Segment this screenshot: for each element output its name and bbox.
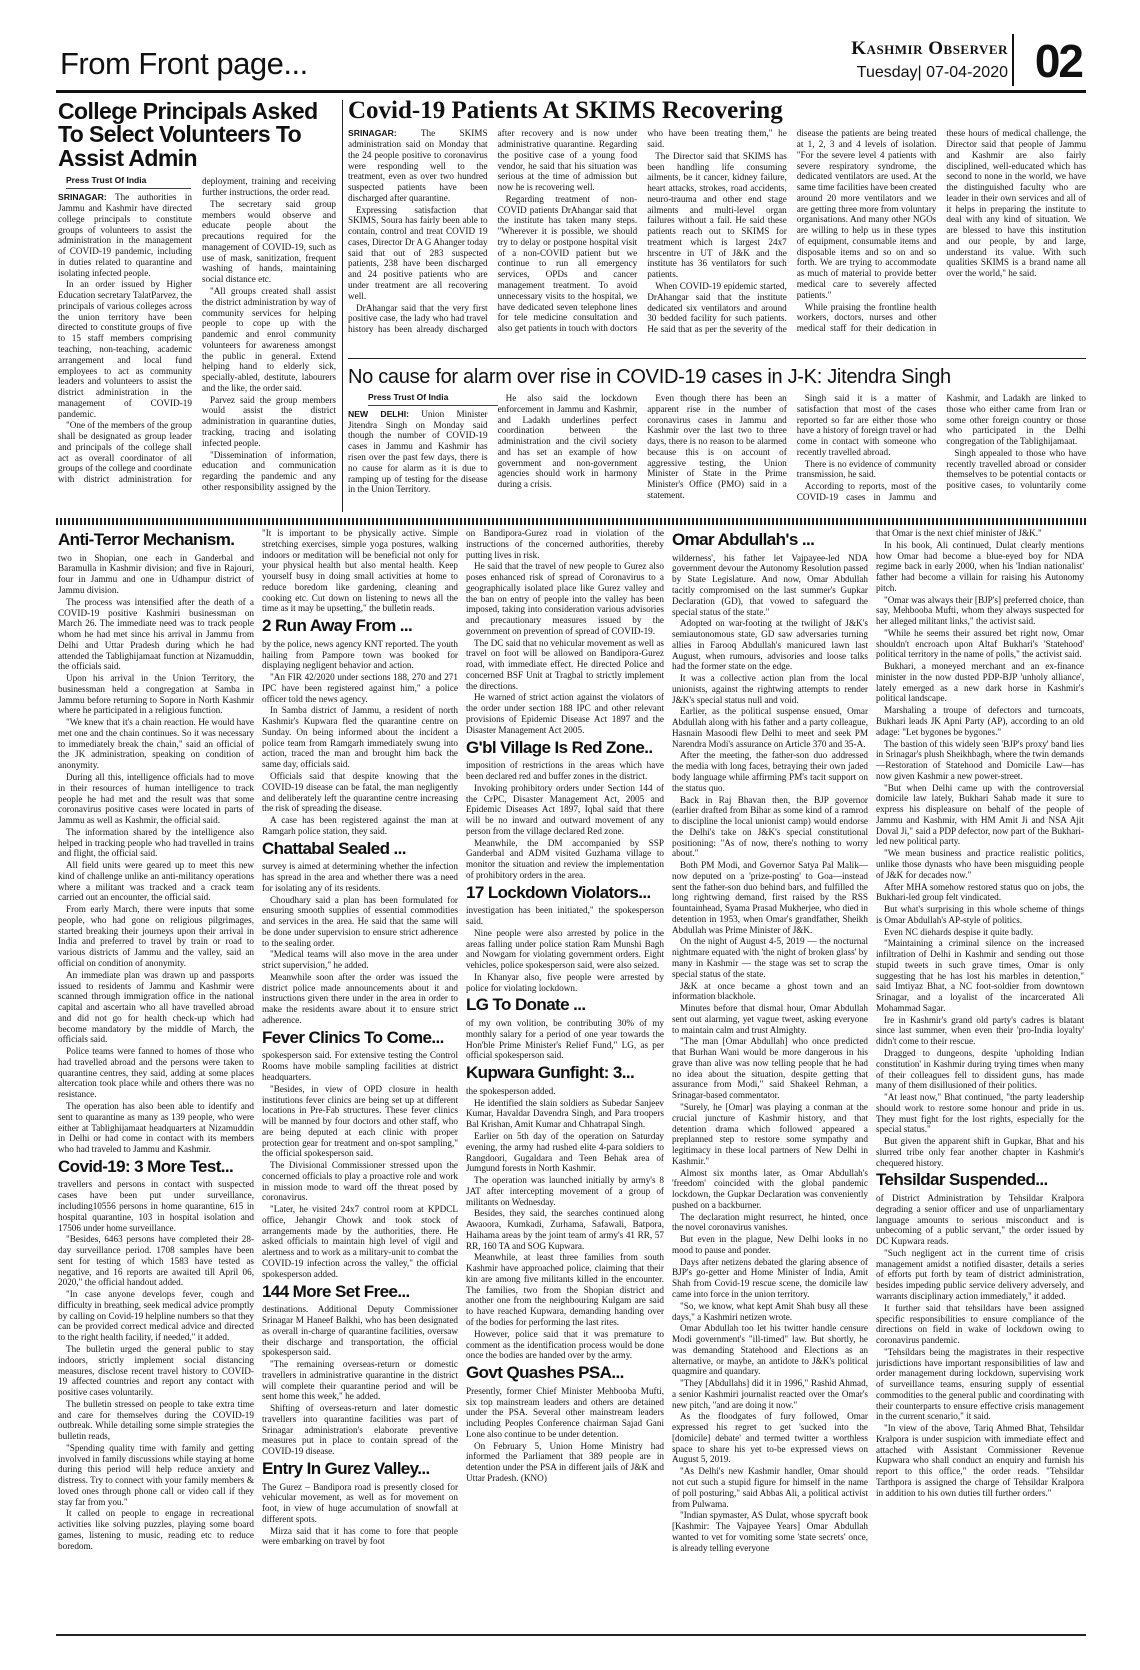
paragraph: Almost six months later, as Omar Abdullah's 'freedom' coincided with the global pandemic lockdown, the Gupkar Declaration was conveniently pushed on a backburner. [672, 1167, 868, 1210]
paragraph: On the night of August 4-5, 2019 — the nocturnal nightmare equated with 'the night of broken glass' by many in Kashmir — the stage was set to scrap the special status of the state. [672, 936, 868, 979]
paragraph: Adopted on war-footing at the twilight of J&K's semiautonomous state, GD saw adversaries turning allies in Farooq Abdullah's manicured lawn last August, when rumours, advisories and loose talks had the former state on the edge. [672, 618, 868, 672]
paragraph-text: There is no evidence of community transmission, he said. [796, 458, 937, 480]
byline: Press Trust Of India [66, 176, 191, 189]
paragraph: Nine people were also arrested by police in the areas falling under police station Ram Munshi Bagh and Nowgam for violating government orders. Eight vehicles, police spokesperson said, were also seized. [466, 927, 664, 971]
paragraph: Days after netizens debated the glaring absence of BJP's go-getter and Home Minister of India, Amit Shah from Covid-19 rescue scene, the domicile law came into force in the union territory. [672, 1256, 868, 1299]
paragraph [202, 286, 336, 394]
paragraph-text: In an order issued by Higher Education secretary TalatParvez, the principals of various colleges across the union territory have been directed to constitute groups of five to 15 staff members comprising teaching, non-teaching, academic arrangement and local fund employees to act as community leaders and volunteers to assist the district administration in the management of COVID-19 pandemic. [58, 279, 192, 419]
paragraph: From early March, there were inputs that some people, who had gone on religious pilgrimages, started breaking their journeys upon their arrival in India and preferred to travel by train or road to various districts of Jammu and the valley, said an official on condition of anonymity. [58, 904, 254, 969]
paragraph: The information shared by the intelligence also helped in tracking people who had travelled in trains and flight, the official said. [58, 826, 254, 859]
paragraph-text: Regarding treatment of non-COVID patients DrAhangar said that the institute has taken many steps. "Wherever it is possible, we should try to delay or postpone hospital visit of a non-COVID patient but we continue to run all emergency services, OPDs and cancer management treatment. To avoid unnecessary visits to the hospital, we have dedicated seven telephone lines for tele medicine consultation and also get patients in touch with doctors who have been treating them," he said. [497, 128, 787, 334]
continued-headline: Fever Clinics To Come... [262, 1027, 444, 1047]
continued-headline: LG To Donate ... [466, 995, 586, 1015]
story-principals [58, 100, 336, 512]
paragraph: During all this, intelligence officials had to move in their resources of human intelligence to track people he had met and the result was that some coronavirus positive cases were located in parts of Jammu as well as Kashmir, the official said. [58, 772, 254, 826]
paragraph: On February 5, Union Home Ministry had informed the Parliament that 389 people are in detention under the PSA in different jails of J&K and Uttar Pradesh. (KNO) [466, 1440, 664, 1483]
continued-headline: Covid-19: 3 More Test... [58, 1156, 234, 1176]
dateline: SRINAGAR: [348, 128, 397, 139]
continued-story [466, 996, 664, 1061]
continued-story [262, 1029, 458, 1280]
continued-story [466, 884, 664, 994]
continuation-column-5 [876, 528, 1084, 1628]
paragraph: Meanwhile, at least three families from south Kashmir have approached police, claiming that their kin are among five militants killed in the encounter. The families, two from the Shopian district and another one from the neighbouring Kulgam are said to have reached Kupwara, demanding handing over of the bodies for performing the last rites. [466, 1252, 664, 1327]
continued-body [466, 905, 664, 993]
paragraph: It further said that tehsildars have been assigned specific responsibilities to ensure compliance of the directions on field in wake of lockdown owing to coronavirus pandemic. [876, 1302, 1084, 1346]
paragraph: But given the apparent shift in Gupkar, Bhat and his slurred tribe only fear another chapter in Kashmir's chequered history. [876, 1136, 1084, 1168]
paragraph: survey is aimed at determining whether the infection has spread in the area and whether there was a need for isolating any of its residents. [262, 861, 458, 893]
continued-body [262, 861, 458, 1025]
masthead-divider [1012, 34, 1014, 86]
newspaper-page [56, 28, 1086, 1648]
continued-story [466, 739, 664, 881]
paragraph: "At least now," Bhat continued, "the party leadership should work to restore some honour and pride in us. They must fight for the lost rights, especially for the special status." [876, 1092, 1084, 1135]
continued-body [262, 528, 458, 614]
continued-body [262, 639, 458, 837]
paragraph: Marshaling a troupe of defectors and turncoats, Bukhari leads JK Apni Party (AP), according to an old adage: "Let bygones be bygones." [876, 705, 1084, 737]
paragraph: "While he seems their assured bet right now, Omar shouldn't encroach upon Altaf Bukhari's 'Statehood' political territory in the name of polls," the activist said. [876, 627, 1084, 660]
continued-story [466, 1064, 664, 1361]
continued-headline: Chattabal Sealed ... [262, 838, 406, 858]
paragraph: The DC said that no vehicular movement as well as travel on foot will be allowed on Bandipora-Gurez road, with immediate effect. He directed Police and concerned BSF Unit at Tragbal to strictly implement the directions. [466, 637, 664, 691]
paragraph: "They [Abdullahs] did it in 1996," Rashid Ahmad, a senior Kashmiri journalist reacted over the Omar's new pitch, "and are doing it now." [672, 1378, 868, 1410]
paragraph: In Samba district of Jammu, a resident of north Kashmir's Kupwara fled the quarantine centre on Sunday. On being informed about the incident a police team from Ramgarh immediately swung into action, traced the man and brought him back the same day, officials said. [262, 705, 458, 770]
paragraph: "The man [Omar Abdullah] who once predicted that Burhan Wani would be more dangerous in his grave than alive was now telling people that he had no idea about the situation, despite getting that assurance from Modi," said Shakeel Rehman, a Srinagar-based commentator. [672, 1036, 868, 1101]
paragraph: Presently, former Chief Minister Mehbooba Mufti, six top mainstream leaders and others are detained under the PSA. Several other mainstream leaders including Peoples Conference chairman Sajad Gani Lone also continue to be under detention. [466, 1385, 664, 1439]
continued-body [262, 1482, 458, 1548]
story-skims [348, 98, 1086, 354]
continued-body [466, 528, 664, 736]
paragraph: "It is important to be physically active. Simple stretching exercises, simple yoga postures, walking indoors or meditation will be beneficial not only for your physical health but also mental health. Keep yourself busy in doing small activities at home to reduce boredom like gardening, cleaning and cooking etc. Cut down on listening to news all the time as it may be upsetting," the bulletin reads. [262, 528, 458, 614]
paragraph-text: The secretary said group members would observe and educate people about the precautions required for the management of COVID-19, such as use of mask, sanitization, frequent washing of hands, maintaining social distance etc. [202, 198, 336, 285]
paragraph-text: "All groups created shall assist the district administration by way of community services for helping people to cope up with the pandemic and enrol community volunteers for awareness amongst the public in general. Extend helping hand to elderly sick, specially-abled, destitute, labourers and the like, the order said. [202, 286, 336, 393]
paragraph: He identified the slain soldiers as Subedar Sanjeev Kumar, Havaldar Davendra Singh, and Para troopers Bal Krishan, Amit Kumar and Chhatrapal Singh. [466, 1097, 664, 1130]
paragraph: "Besides, in view of OPD closure in health institutions fever clinics are being set up at different locations in Pre-Fab structures. These fever clinics will be manned by four doctors and other staff, who are being deputed at each clinic with proper protection gear for treatment and on-spot sampling," the official spokesperson said. [262, 1083, 458, 1159]
continued-headline: Kupwara Gunfight: 3... [466, 1063, 635, 1083]
paragraph: Shifting of overseas-return and later domestic travellers into quarantine facilities was part of Srinagar administration's elaborate preventive measures put in place to contain spread of the COVID-19 disease. [262, 1403, 458, 1457]
paragraph-text: Expressing satisfaction that SKIMS, Soura has fairly been able to contain, control and treat COVID 19 cases, Director Dr A G Ahanger today said that out of 283 suspected patients, 238 have been discharged and 24 positive patients who are under treatment are all recovering well. [348, 204, 488, 301]
continued-body [672, 553, 868, 1554]
continued-headline: Tehsildar Suspended... [876, 1170, 1048, 1190]
paragraph-text: Singh said it is a matter of satisfaction that most of the cases reported so far are either those who have a history of foreign travel or had come in contact with someone who recently travelled abroad. [796, 393, 937, 457]
paragraph: Earlier, as the political suspense ensued, Omar Abdullah along with his father and a party colleague, Hasnain Masoodi flew Delhi to meet and seek PM Narendra Modi's assurance on Article 370 and 35-A. [672, 706, 868, 749]
issue-date: Tuesday| 07-04-2020 [856, 64, 1008, 81]
paragraph: "But when Delhi came up with the controversial domicile law lately, Bukhari Sahab made it sure to express his displeasure on behalf of the people of Jammu and Kashmir, with HM Amit Ji and NSA Ajit Doval Ji," said a PDP defector, now part of the Bukhari-led new political party. [876, 782, 1084, 847]
paragraph: After the meeting, the father-son duo addressed the media with long faces, betraying their own jaded body language while affirming PM's tacit support on the status quo. [672, 750, 868, 793]
paragraph: Earlier on 5th day of the operation on Saturday evening, the army had rushed elite 4-para soldiers to Rangdoori, Gugaldara and Teen Behak area of Jumgund forests in North Kashmir. [466, 1130, 664, 1174]
paragraph [348, 205, 488, 302]
paragraph [58, 192, 192, 278]
paragraph: "Such negligent act in the current time of crisis management amidst a notified disaster, details a series of efforts put forth by team of district administration, besides impeding public service delivery adversely, and warrants disciplinary action immediately," it added. [876, 1247, 1084, 1301]
continuation-column-4 [672, 528, 868, 1628]
story-body [348, 393, 1086, 505]
continued-story [58, 1158, 254, 1552]
continuation-column-1 [58, 528, 254, 1628]
paragraph: The declaration might resurrect, he hinted, once the novel coronavirus vanishes. [672, 1211, 868, 1233]
paragraph: "We mean business and practice realistic politics, unlike those dynasts who have been misguiding people of J&K for decades now." [876, 848, 1084, 880]
continuation-column-2 [262, 528, 458, 1628]
paragraph: The bulletin urged the general public to stay indoors, strictly implement social distancing measures, disclose recent travel history to COVID-19 affected countries and report any contact with positive cases voluntarily. [58, 1343, 254, 1398]
paragraph [348, 128, 488, 203]
paragraph: "Medical teams will also move in the area under strict supervision," he added. [262, 949, 458, 971]
headline: College Principals Asked To Select Volunteers To Assist Admin [58, 100, 318, 171]
paragraph-text: The authorities in Jammu and Kashmir have directed college principals to constitute groups of volunteers to assist the administration in the management of COVID-19 pandemic, including in duties related to quarantine and isolating infected people. [58, 192, 192, 278]
paragraph: of District Administration by Tehsildar Kralpora degrading a senior officer and use of unparliamentary language amounts to serious misconduct and is unbecoming of a public servant," the order issued by DC Kupwara reads. [876, 1193, 1084, 1247]
paragraph: "Omar was always their [BJP's] preferred choice, than say, Mehbooba Mufti, whom they always suspected for her alleged militant links," the activist said. [876, 594, 1084, 627]
dateline: NEW DELHI: [348, 408, 410, 419]
paragraph: However, police said that it was premature to comment as the identification process would be done once the bodies are handed over by the army. [466, 1328, 664, 1361]
hatched-separator [56, 518, 1086, 525]
paragraph: destinations. Additional Deputy Commissioner Srinagar M Haneef Balkhi, who has been designated as overall in-charge of quarantine facilities, oversaw their discharge and transportation, the official spokesperson said. [262, 1304, 458, 1358]
paragraph-text: Even though there has been an apparent rise in the number of coronavirus cases in Jammu and Kashmir over the last two to three days, there is no reason to be alarmed because this is on account of aggressive testing, the Union Minister of State in the Prime Minister's Office (PMO) said in a statement. [647, 393, 787, 500]
paragraph: But even in the plague, New Delhi looks in no mood to pause and ponder. [672, 1234, 868, 1255]
paragraph-text: "Dissemination of information, education and communication regarding the pandemic and any other responsibility assigned by the [202, 449, 336, 492]
paragraph: "Indian spymaster, AS Dulat, whose spycraft book [Kashmir: The Vajpayee Years] Omar Abdullah wanted to vet for vomiting some 'state secrets' once, is already telling everyone [672, 1510, 868, 1553]
continued-story [466, 1364, 664, 1484]
masthead [56, 28, 1086, 88]
paragraph: that Omar is the next chief minister of J&K." [876, 528, 1042, 538]
paragraph: Invoking prohibitory orders under Section 144 of the CrPC, Disaster Management Act, 2005 and Epidemic Diseases Act 1897, Iqbal said that there will be no inward and outward movement of any person from the village declared Red zone. [466, 782, 664, 836]
paragraph: Police teams were fanned to homes of those who had travelled abroad and the persons were taken to quarantine centres, they said, adding at some places altercation took place while and others there was no resistance. [58, 1046, 254, 1100]
paragraph: Officials said that despite knowing that the COVID-19 disease can be fatal, the man negligently and deliberately left the quarantine centre increasing the risk of spreading the disease. [262, 771, 458, 814]
paragraph: investigation has been initiated," the spokesperson said. [466, 905, 664, 927]
continued-body [262, 1304, 458, 1457]
section-rule [348, 358, 1086, 359]
paragraph: The bastion of this widely seen 'BJP's proxy' band lies in Srinagar's plush Sheikhbagh, where the twin demands—Restoration of Statehood and Domicile Law—has now given Kashmir a new power-street. [876, 738, 1084, 781]
paragraph: of my own volition, be contributing 30% of my monthly salary for a period of one year towards the Hon'ble Prime Minister's Relief Fund," LG, as per official spokesperson said. [466, 1018, 664, 1061]
dateline: SRINAGAR: [58, 192, 107, 203]
paragraph: All field units were geared up to meet this new kind of challenge unlike an anti-militancy operations where a militant was tracked and a crack team carried out an encounter, the official said. [58, 860, 254, 903]
paragraph: The bulletin stressed on people to take extra time and care for themselves during the COVID-19 outbreak. While detailing some simple strategies the bulletin reads, [58, 1398, 254, 1442]
paragraph [202, 395, 336, 449]
continued-story [262, 1283, 458, 1457]
continued-story [876, 528, 1084, 1168]
paragraph-text: DrAhangar said that the very first positive case, the lady who had travel history has been already discharged after recovery and is now under administrative quarantine. Regarding the positive case of a young food vendor, he said that his situation was serious at the time of admission but now he is recovering well. [348, 128, 638, 335]
paragraph [647, 393, 787, 501]
paragraph: Besides, they said, the searches continued along Awaoora, Kumkadi, Zurhama, Safawali, Batpora, Haihama areas by the joint team of army's 41 RR, 57 RR, 160 TA and SOG Kupwara. [466, 1208, 664, 1251]
continued-body [262, 1050, 458, 1279]
paragraph [797, 459, 937, 481]
footer-rule [56, 1634, 1086, 1636]
paragraph-text: Parvez said the group members would assist the district administration in quarantine duties, tracking, tracing and isolating infected people. [202, 394, 336, 448]
byline: Press Trust Of India [368, 393, 498, 406]
continued-story [262, 617, 458, 836]
continued-body [876, 1193, 1084, 1498]
paragraph-text: Union Minister Jitendra Singh on Monday said though the number of COVID-19 cases in Jammu and Kashmir has risen over the past few days, there is no cause for alarm as it is due to ramping up of testing for the disease in the Union Territory. [348, 408, 488, 495]
paragraph: "As Delhi's new Kashmir handler, Omar should not cut such a stupid figure for himself in the name of poll posturing," said Abbas Ali, a political activist from Pulwama. [672, 1466, 868, 1509]
continued-story [672, 531, 868, 1553]
paragraph: The operation has also been able to identify and sent to quarantine as many as 139 people, who were either at Tablighijamaat headquarters at Nizamuddin in Delhi or had come in contact with its members who had traveled to Jammu and Kashmir. [58, 1100, 254, 1155]
paragraph: A case has been registered against the man at Ramgarh police station, they said. [262, 815, 458, 836]
continued-headline: 17 Lockdown Violators... [466, 882, 651, 902]
paragraph-text: The Director said that SKIMS has been handling life consuming ailments, be it cancer, kidney failure, heart attacks, strokes, road accidents, neuro-trauma and other end stage ailments and multi-level organ failures without a fail. He said these patients reach out to SKIMS for treatment which is largest 24x7 hrscentre in UT of J&K and the institute has 36 ventilators for such patients. [647, 150, 787, 280]
story-body [348, 128, 1086, 342]
paragraph: The Divisional Commissioner stressed upon the concerned officials to play a proactive role and work in mission mode to ward off the threat posed by coronavirus. [262, 1160, 458, 1203]
paragraph-text: According to reports, most of the COVID-19 cases in Jammu and Kashmir, and Ladakh are linked to those who either came from Iran or some other foreign country or those who participated in the Delhi congregation of the Tablighijamaat. [796, 393, 1086, 502]
paragraph: As the floodgates of fury followed, Omar expressed his regret to get 'sucked into the [domicile] debate' and termed twitter a worthless space to share his yet to-be expressed views on August 5, 2019. [672, 1411, 868, 1465]
continued-headline: G'bl Village Is Red Zone.. [466, 737, 653, 757]
paragraph: "In case anyone develops fever, cough and difficulty in breathing, seek medical advice promptly by calling on Covid-19 helpline numbers so that they can be provided correct medical advice and directed to the right health facility, if needed," it added. [58, 1289, 254, 1343]
paragraph-text: When COVID-19 epidemic started, DrAhangar said that the institute dedicated six ventilators and around 30 bedded facility for such patients. He said that as per the severity of the disease the patients are being treated at 1, 2, 3 and 4 levels of isolation. "For the severe level 4 patients with severe respiratory syndrome, the dedicated ventilators are used. At the same time facilities have been created around 20 more ventilators and we are getting three more from voluntary organisations. And many other NGOs are willing to help us in these types of equipment, consumable items and disposable items and so on and so forth. We are trying to accommodate as much of material to provide better medical care to severely affected patients." [647, 128, 937, 335]
paragraph [647, 151, 787, 280]
paragraph [498, 393, 638, 490]
paragraph: He said that the travel of new people to Gurez also poses enhanced risk of spread of Coronavirus to a geographically isolated place like Gurez valley and the ban on entry of people into the valley has been imposed, taking into consideration various advisories and precautionary measures issued by the government on prevention of spread of COVID-19. [466, 561, 664, 636]
paragraph [348, 409, 488, 495]
continued-headline: 144 More Set Free... [262, 1281, 410, 1301]
paragraph-text: Singh appealed to those who have recently travelled abroad or consider themselves to be potential contacts or positive cases, to voluntarily come [946, 447, 1086, 491]
paragraph-text: The SKIMS administration said on Monday that the 24 people positive to coronavirus were responding well to the treatment, even as over two hundred suspected patients have been discharged after quarantine. [348, 128, 488, 203]
paragraph: After MHA somehow restored status quo on jobs, the Bukhari-led group felt vindicated. [876, 881, 1084, 903]
paragraph: Back in Raj Bhavan then, the BJP governor (earlier drafted from Bihar as some kind of a ramrod to discipline the local unionist camp) would endorse the Delhi's take on J&K's special constitutional positioning: "As of now, there's nothing to worry about." [672, 794, 868, 859]
continuation-column-3 [466, 528, 664, 1628]
continued-headline: Anti-Terror Mechanism. [58, 530, 235, 549]
paragraph [797, 393, 937, 458]
paragraph: "Surely, he [Omar] was playing a conman at the crucial juncture of Kashmir history, and that detention drama which followed appeared a preplanned step to restore some sympathy and legitimacy in these local partners of New Delhi in Kashmir." [672, 1101, 868, 1166]
paragraph [58, 279, 192, 419]
paragraph: by the police, news agency KNT reported. The youth hailing from Pampore town was booked for displaying negligent behavior and action. [262, 638, 458, 671]
paragraph: travellers and persons in contact with suspected cases have been put under surveillance, including10556 persons in home quarantine, 615 in hospital quarantine, 103 in hospital isolation and 17506 under home surveillance. [58, 1179, 254, 1233]
continued-body [466, 1386, 664, 1484]
paragraph: Choudhary said a plan has been formulated for ensuring smooth supplies of essential commodities and services in the area. He said that the same will be done under supervision to ensure strict adherence to the sealing order. [262, 894, 458, 948]
continued-story [58, 531, 254, 1155]
paragraph: Bukhari, a moneyed merchant and an ex-finance minister in the now dusted PDP-BJP 'unholy alliance', lately emerged as a new dark horse in Kashmir's political landscape. [876, 661, 1084, 704]
continued-story [262, 1460, 458, 1547]
headline: No cause for alarm over rise in COVID-19 cases in J-K: Jitendra Singh [348, 366, 951, 388]
paragraph: imposition of restrictions in the areas which have been declared red and buffer zones in the district. [466, 760, 664, 781]
paragraph: "Besides, 6463 persons have completed their 28-day surveillance period. 1708 samples have been sent for testing of which 1583 have tested as negative, and 16 reports are awaited till April 06, 2020," the official handout added. [58, 1234, 254, 1288]
continued-story [466, 528, 664, 736]
continued-body [876, 528, 1084, 1168]
paragraph: An immediate plan was drawn up and passports issued to residents of Jammu and Kashmir were scanned through immigration office in the national capital and ascertain who all have travelled abroad and did not go for health check-up which had become mandatory by the middle of March, the officials said. [58, 969, 254, 1045]
masthead-rule [56, 90, 1086, 93]
continued-story [262, 840, 458, 1026]
paragraph-text: "One of the members of the group shall be designated as group leader and principals of the college shall act as overall coordinator of all groups of the college and coordinate with district administration for deployment, training and receiving further instructions, the order read. [58, 176, 336, 485]
paragraph: "Spending quality time with family and getting involved in family discussions while staying at home during this period will help reduce anxiety and distress. Try to connect with your family members & loved ones through phone call or video call if they stay far from you." [58, 1442, 254, 1507]
paragraph: spokesperson said. For extensive testing the Control Rooms have mobile sampling facilities at district headquarters. [262, 1050, 458, 1082]
paragraph: Both PM Modi, and Governor Satya Pal Malik—now deputed on a 'prize-posting' to Goa—instead sent the father-son duo behind bars, and fulfilled the long rightwing demand, first raised by the RSS fountainhead, Syama Prasad Mukherjee, who died in detention in 1953, when Omar's grandfather, Sheikh Abdullah was Prime Minister of J&K. [672, 860, 868, 935]
paragraph: The process was intensified after the death of a COVID-19 positive Kashmiri businessman on March 26. The immediate need was to track people whom he had met since his arrival in Jammu from Delhi and Uttar Pradesh during which he had attended the Tablighijamaat function at Nizamuddin, the officials said. [58, 596, 254, 672]
paragraph: Even NC diehards despise it quite badly. [884, 926, 1034, 937]
paragraph: The Gurez – Bandipora road is presently closed for vehicular movement, as well as for movement on foot, in view of huge accumulation of snowfall at different spots. [262, 1481, 458, 1524]
paragraph: "In view of the above, Tariq Ahmed Bhat, Tehsildar Kralpora is under suspicion with immediate effect and attached with Assistant Commissioner Revenue Kupwara who shall conduct an enquiry and furnish his report to this office," the order reads. "Tehsildar Tarthpora is assigned the charge of Tehsildar Kralpora in addition to his own duties till further orders." [876, 1423, 1084, 1498]
continued-headline: Omar Abdullah's ... [672, 530, 815, 549]
page-number: 02 [1034, 35, 1082, 87]
continued-body [466, 760, 664, 880]
headline: Covid-19 Patients At SKIMS Recovering [348, 98, 783, 124]
continued-story [876, 1171, 1084, 1498]
paragraph: Dragged to dungeons, despite 'upholding Indian constitution' in Kashmir during trying times when many of their colleagues fell to dissident guns, has made many of them disillusioned of their politics. [876, 1047, 1084, 1091]
continued-body [58, 553, 254, 1155]
paragraph: "Later, he visited 24x7 control room at KPDCL office, Jehangir Chowk and took stock of arrangements made by the authorities, there. He asked officials to maintain high level of vigil and alertness and to work as a military-unit to combat the COVID-19 infection across the valley," the official spokesperson added. [262, 1204, 458, 1279]
paragraph: The operation was launched initially by army's 8 JAT after intercepting movement of a group of militants on Wednesday. [466, 1175, 664, 1207]
story-jitendra [348, 366, 1086, 512]
paragraph: Upon his arrival in the Union Territory, the businessman held a congregation at Samba in Jammu before returning to Sopore in North Kashmir where he participated in a religious function. [58, 673, 254, 716]
paragraph: Meanwhile, the DM accompanied by SSP Ganderbal and ADM visited Guzhama village to monitor the situation and review the implementation of prohibitory orders in the area. [466, 837, 664, 880]
paragraph: two in Shopian, one each in Ganderbal and Baramulla in Kashmir division; and five in Rajouri, four in Jammu and one in Udhampur district of Jammu division. [58, 552, 254, 595]
continued-headline: Govt Quashes PSA... [466, 1363, 624, 1383]
paper-name: Kashmir Observer [851, 38, 1008, 59]
section-title: From Front page... [60, 46, 308, 81]
paragraph: "Maintaining a criminal silence on the increased infiltration of Delhi in Kashmir and sending out those stupid tweets in such grave times, Omar is only suggesting that he has lost his marbles in detention," said Imtiyaz Bhat, a NC foot-soldier from downtown Srinagar, and a loyalist of the incarcerated Ali Mohammad Sagar. [876, 938, 1084, 1013]
paragraph: the spokesperson added. [466, 1085, 556, 1096]
continued-headline: Entry In Gurez Valley... [262, 1458, 430, 1478]
paragraph: It called on people to engage in recreational activities like solving puzzles, playing some board games, listening to music, reading etc to reduce boredom. [58, 1508, 254, 1551]
paragraph: Ire in Kashmir's grand old party's cadres is blatant since last summer, when even their 'pro-India loyalty' didn't come to their rescue. [876, 1014, 1084, 1047]
paragraph-text: While praising the frontline health workers, doctors, nurses and other medical staff for their dedication in these hours of medical challenge, the Director said that people of Jammu and Kashmir are also fairly disciplined, well-educated which has second to none in the world, we have the distinguished faculty who are leader in their own services and all of it helps in preparing the institute to deal with any kind of situation. We are blessed to have this institution and our people, by and large, understand its value. With such qualities SKIMS is a brand name all over the world," he said. [796, 128, 1086, 334]
paragraph [202, 199, 336, 285]
paragraph: Omar Abdullah too let his twitter handle censure Modi government's "ill-timed" law. But shortly, he was demanding Statehood and Elections as an alternative, or maybe, an antidote to J&K's political quagmire and quandary. [672, 1323, 868, 1377]
paragraph: on Bandipora-Gurez road in violation of the instructions of the concerned authorities, thereby putting lives in risk. [466, 528, 664, 560]
paragraph: He warned of strict action against the violators of the order under section 188 IPC and other relevant provisions of Epidemic Disease Act 1897 and the Disaster Management Act 2005. [466, 692, 664, 735]
continued-body [466, 1018, 664, 1061]
paragraph: wilderness', his father let Vajpayee-led NDA government devour the Autonomy Resolution passed by State Legislature. And now, Omar Abdullah tacitly compromised on the last summer's Gupkar Declaration (GD), that vowed to safeguard the special status of the state." [672, 552, 868, 617]
paragraph: "The remaining overseas-return or domestic travellers in administrative quarantine in the district will complete their quarantine period and will be sent home this week," he added. [262, 1359, 458, 1402]
paragraph: J&K at once became a ghost town and an information blackhole. [672, 980, 868, 1002]
paragraph-text: He also said the lockdown enforcement in Jammu and Kashmir, and Ladakh underlines perfect coordination between the administration and the civil society and has set an example of how government and non-government agencies should work in harmony during a crisis. [497, 393, 638, 490]
paragraph: "So, we know, what kept Amit Shah busy all these days," a Kashmiri netizen wrote. [672, 1300, 868, 1322]
paragraph: In Khanyar also, five people were arrested by police for violating lockdown. [466, 971, 664, 993]
paragraph: But what's surprising in this whole scheme of things is Omar Abdullah's AP-style of politics. [876, 904, 1084, 925]
continued-headline: 2 Run Away From ... [262, 616, 413, 636]
paragraph: In his book, Ali continued, Dulat clearly mentions how Omar had become a blue-eyed boy for NDA regime back in early 2000, when his 'Indian nationalist' father had become a villain for raising his Autonomy pitch. [876, 539, 1084, 593]
paragraph: Minutes before that dismal hour, Omar Abdullah sent out alarming, yet vague tweet, asking everyone to maintain calm and trust Almighty. [672, 1003, 868, 1035]
paragraph: "We knew that it's a chain reaction. He would have met one and the chain continues. So it was necessary to immediately break the chain," said an official of the JK administration, speaking on condition of anonymity. [58, 717, 254, 771]
paragraph: Mirza said that it has come to fore that people were embarking on travel by foot [262, 1525, 458, 1547]
continued-body [466, 1086, 664, 1361]
continued-story [262, 528, 458, 614]
paragraph: It was a collective action plan from the local unionists, against the rightwing attempts to render J&K's special status null and void. [672, 673, 868, 705]
column-rule [342, 100, 343, 512]
continued-body [58, 1179, 254, 1551]
paragraph: "Tehsildars being the magistrates in their respective jurisdictions have important responsibilities of law and order management during lockdown, supervising work of surveillance teams, ensuring supply of essential commodities to the general public and coordinating with their counterparts to ensure effective crisis management in the current scenario," it said. [876, 1346, 1084, 1422]
paragraph: "An FIR 42/2020 under sections 188, 270 and 271 IPC have been registered against him," a police officer told the news agency. [262, 672, 458, 704]
story-body [58, 176, 336, 506]
paragraph: Meanwhile soon after the order was issued the district police made announcements about it and instructions given there under in the area in order to make the residents aware about it to ensure strict adherence. [262, 971, 458, 1025]
